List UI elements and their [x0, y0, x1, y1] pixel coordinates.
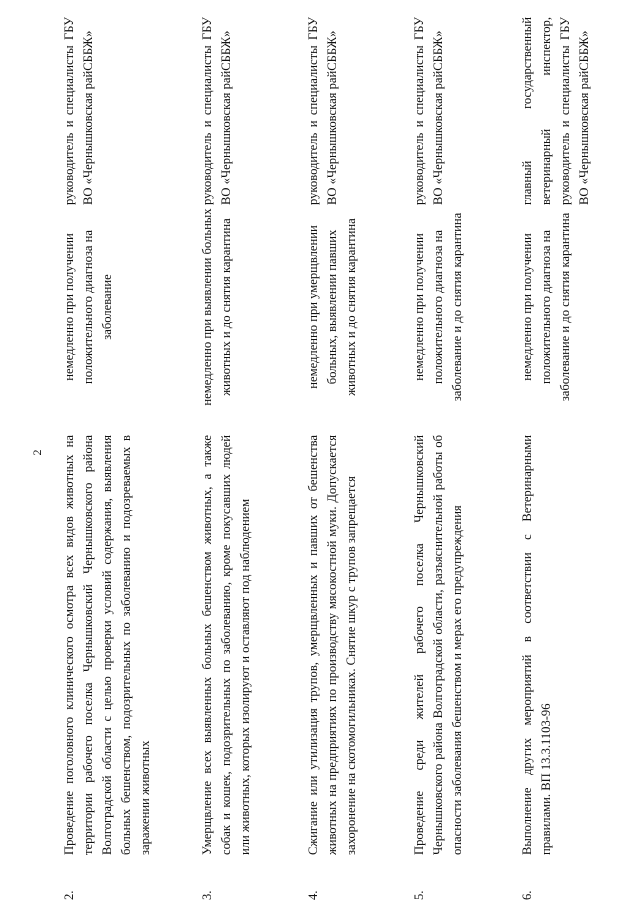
row-number: 5.: [412, 890, 426, 900]
row-measure-text: Сжигание или утилизация трупов, умерщвленных и павших от бешенства животных на предприятиях по производству мясокостной муки. Допускается захоронение на скотомогильниках. Снятие шкур с трупов запрещается: [306, 435, 358, 855]
row-measure-text: Проведение поголовного клинического осмотра всех видов животных на территории рабочего поселка Чернышковский Чернышковского района Волгоградской области с целью проверки условий содержания, выявления больных бешенством, подозрительных по заболеванию и подозреваемых в заражении животных: [62, 435, 152, 855]
row-responsible-text: главный государственный ветеринарный инспектор, руководитель и специалисты ГБУ ВО «Чернышковская райСББЖ»: [520, 17, 591, 205]
row-term-text: немедленно при получении положительного диагноза на заболевание и до снятия карантина: [412, 212, 464, 402]
row-number: 3.: [200, 890, 214, 900]
row-term-text: немедленно при умерщвлении больных, выявлении павших животных и до снятия карантина: [306, 218, 358, 396]
row-measure-text: Выполнение других мероприятий в соответствии с Ветеринарными правилами. ВП 13.3.1103-96: [520, 435, 553, 855]
row-responsible-text: руководитель и специалисты ГБУ ВО «Чернышковская райСББЖ»: [200, 17, 233, 205]
row-number: 2.: [62, 890, 76, 900]
row-responsible-text: руководитель и специалисты ГБУ ВО «Чернышковская райСББЖ»: [306, 17, 339, 205]
row-responsible-text: руководитель и специалисты ГБУ ВО «Чернышковская райСББЖ»: [62, 17, 95, 205]
row-term-text: немедленно при получении положительного диагноза на заболевание и до снятия карантина: [520, 212, 572, 402]
row-measure-text: Умерщвление всех выявленных больных бешенством животных, а также собак и кошек, подозрительных по заболеванию, кроме покусавших людей или животных, которых изолируют и оставляют под наблюдением: [200, 435, 252, 855]
row-number: 6.: [520, 890, 534, 900]
row-responsible-text: руководитель и специалисты ГБУ ВО «Чернышковская райСББЖ»: [412, 17, 445, 205]
row-term-text: немедленно при выявлении больных животных и до снятия карантина: [200, 208, 233, 406]
row-measure-text: Проведение среди жителей рабочего поселка Чернышковский Чернышковского района Волгоградской области, разъяснительной работы об опасности заболевания бешенством и мерах его предупреждения: [412, 435, 464, 855]
row-term-text: немедленно при получении положительного диагноза на заболевание: [62, 230, 114, 385]
page-number: 2: [30, 449, 44, 456]
row-number: 4.: [306, 890, 320, 900]
